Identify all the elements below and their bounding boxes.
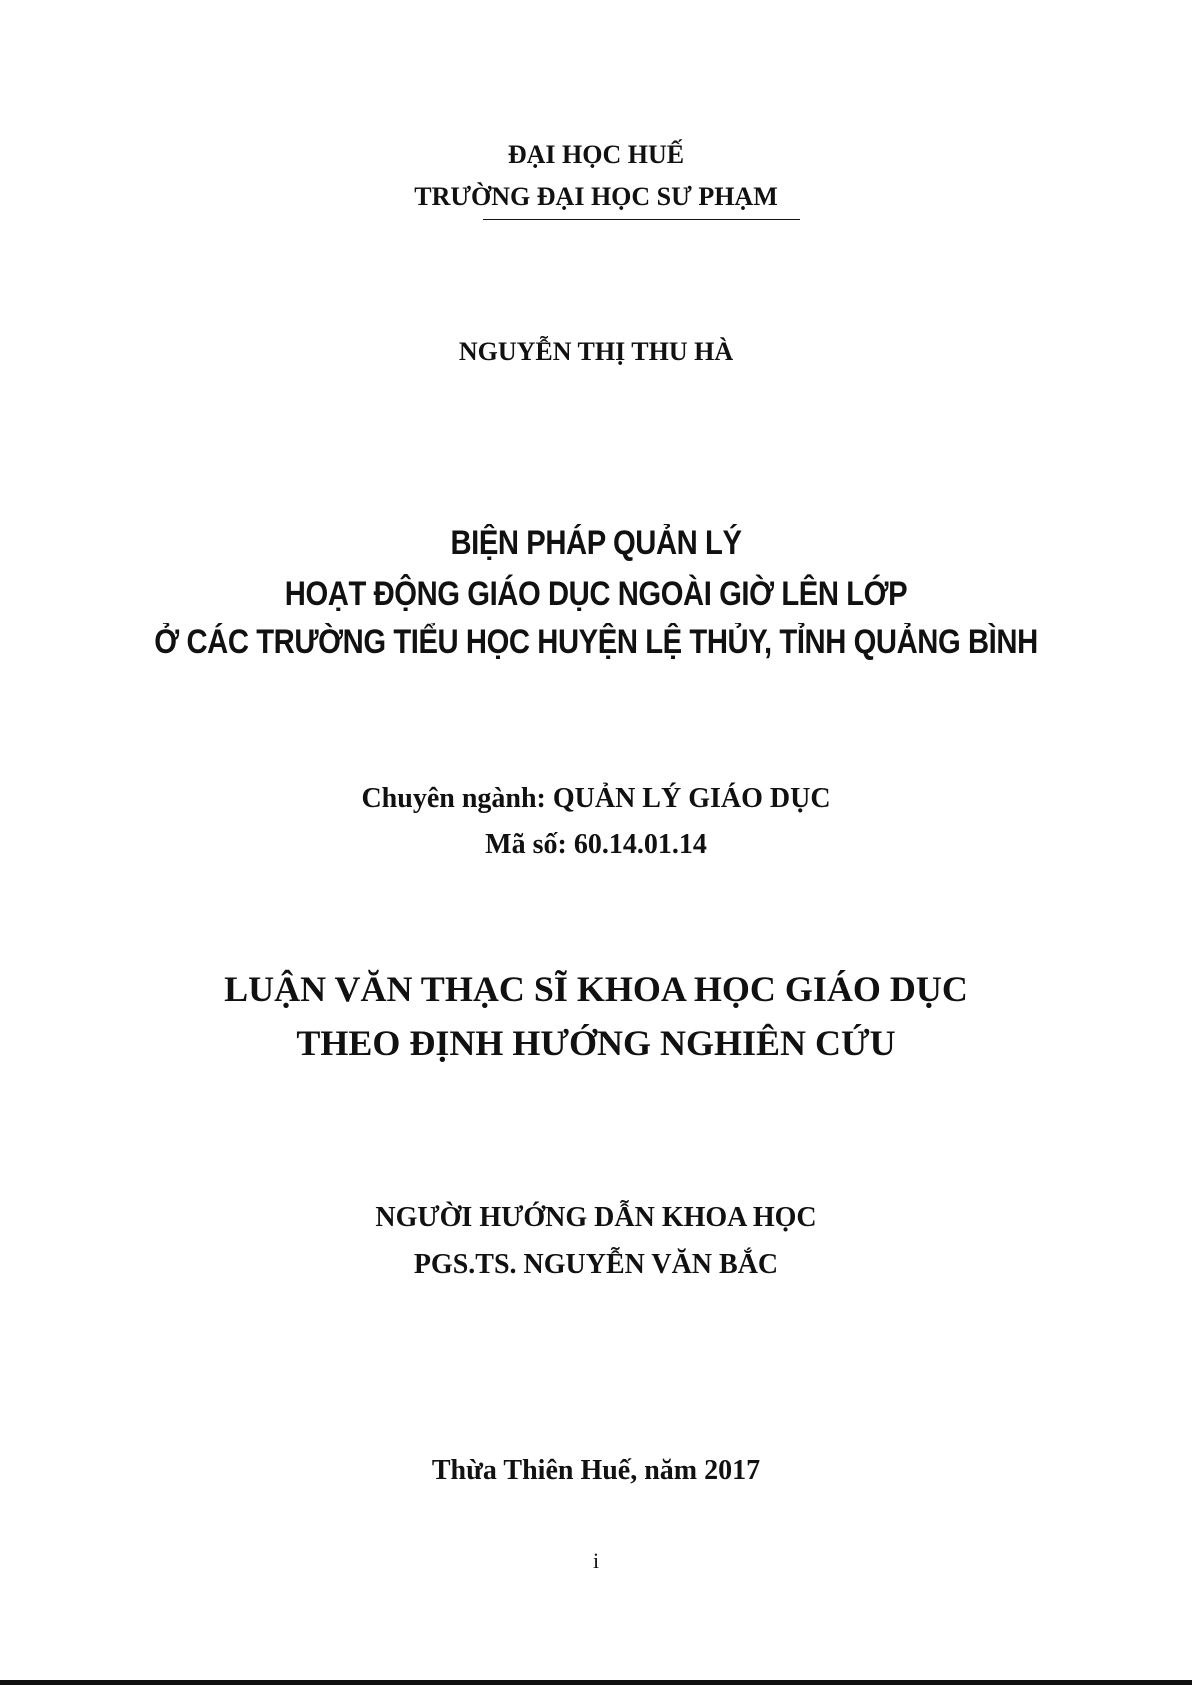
author-name: NGUYỄN THỊ THU HÀ: [458, 337, 734, 366]
degree-line-1: LUẬN VĂN THẠC SĨ KHOA HỌC GIÁO DỤC: [224, 969, 968, 1009]
advisor-name: PGS.TS. NGUYỄN VĂN BẮC: [413, 1249, 779, 1280]
thesis-title-line-3: Ở CÁC TRƯỜNG TIỂU HỌC HUYỆN LỆ THỦY, TỈNH QUẢNG BÌNH: [154, 623, 1038, 661]
page-number: i: [592, 1548, 600, 1573]
page-bottom-edge: [0, 1680, 1192, 1685]
advisor-label: NGƯỜI HƯỚNG DẪN KHOA HỌC: [375, 1202, 817, 1233]
major-code: Mã số: 60.14.01.14: [485, 829, 707, 860]
degree-line-2: THEO ĐỊNH HƯỚNG NGHIÊN CỨU: [296, 1023, 896, 1063]
thesis-title-line-1: BIỆN PHÁP QUẢN LÝ: [450, 524, 742, 562]
thesis-title-line-2: HOẠT ĐỘNG GIÁO DỤC NGOÀI GIỜ LÊN LỚP: [284, 575, 908, 613]
major-line: Chuyên ngành: QUẢN LÝ GIÁO DỤC: [361, 783, 831, 814]
school-underline: [483, 219, 800, 220]
university-name: ĐẠI HỌC HUẾ: [507, 140, 685, 169]
place-and-year: Thừa Thiên Huế, năm 2017: [431, 1455, 761, 1486]
school-name: TRƯỜNG ĐẠI HỌC SƯ PHẠM: [414, 182, 778, 211]
